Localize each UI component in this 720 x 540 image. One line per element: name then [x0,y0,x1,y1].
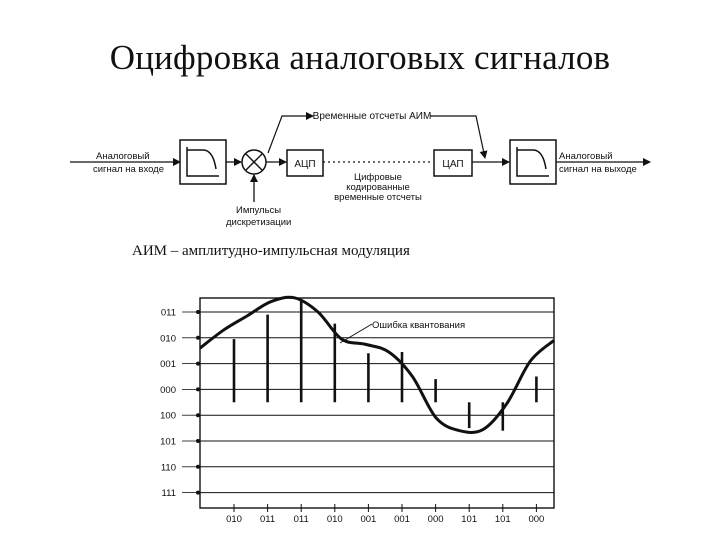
annotation-leader [340,324,372,343]
x-code-label: 001 [360,514,377,525]
x-code-label: 011 [260,514,276,525]
x-code-label: 010 [226,514,242,525]
dac-label: ЦАП [442,159,464,170]
signal-curve [200,297,554,432]
y-level-dot [196,362,200,366]
y-level-label: 001 [160,359,176,371]
y-level-label: 010 [160,333,176,345]
y-level-dot [196,336,200,340]
output-label-2: сигнал на выходе [559,164,637,175]
x-code-label: 001 [394,514,410,525]
y-level-dot [196,310,200,314]
pam-label: Временные отсчеты АИМ [312,111,432,122]
sampling-label-1: Импульсы [236,205,282,216]
page-title: Оцифровка аналоговых сигналов [109,38,611,77]
y-level-label: 101 [160,436,176,448]
digital-label-2: кодированные [346,182,410,193]
y-level-label: 011 [160,307,176,319]
input-label-2: сигнал на входе [93,164,164,175]
digital-label-1: Цифровые [354,172,402,183]
y-level-dot [196,387,200,391]
y-level-dot [196,491,200,495]
x-code-label: 000 [528,514,545,525]
quantization-error-label: Ошибка квантования [372,320,466,331]
digital-label-3: временные отсчеты [334,192,422,203]
input-label-1: Аналоговый [96,151,150,162]
y-level-dot [196,439,200,443]
x-code-label: 101 [461,514,478,525]
caption: АИМ – амплитудно-импульсная модуляция [132,243,410,259]
sampling-label-2: дискретизации [226,217,292,228]
y-level-label: 111 [161,488,176,500]
x-code-label: 010 [326,514,343,525]
y-level-dot [196,413,200,417]
y-level-label: 000 [160,384,176,396]
output-label-1: Аналоговый [559,151,613,162]
y-level-dot [196,465,200,469]
x-code-label: 011 [293,514,309,525]
adc-label: АЦП [294,159,316,170]
x-code-label: 101 [494,514,511,525]
y-level-label: 110 [160,462,176,474]
x-code-label: 000 [427,514,444,525]
y-level-label: 100 [160,410,176,422]
